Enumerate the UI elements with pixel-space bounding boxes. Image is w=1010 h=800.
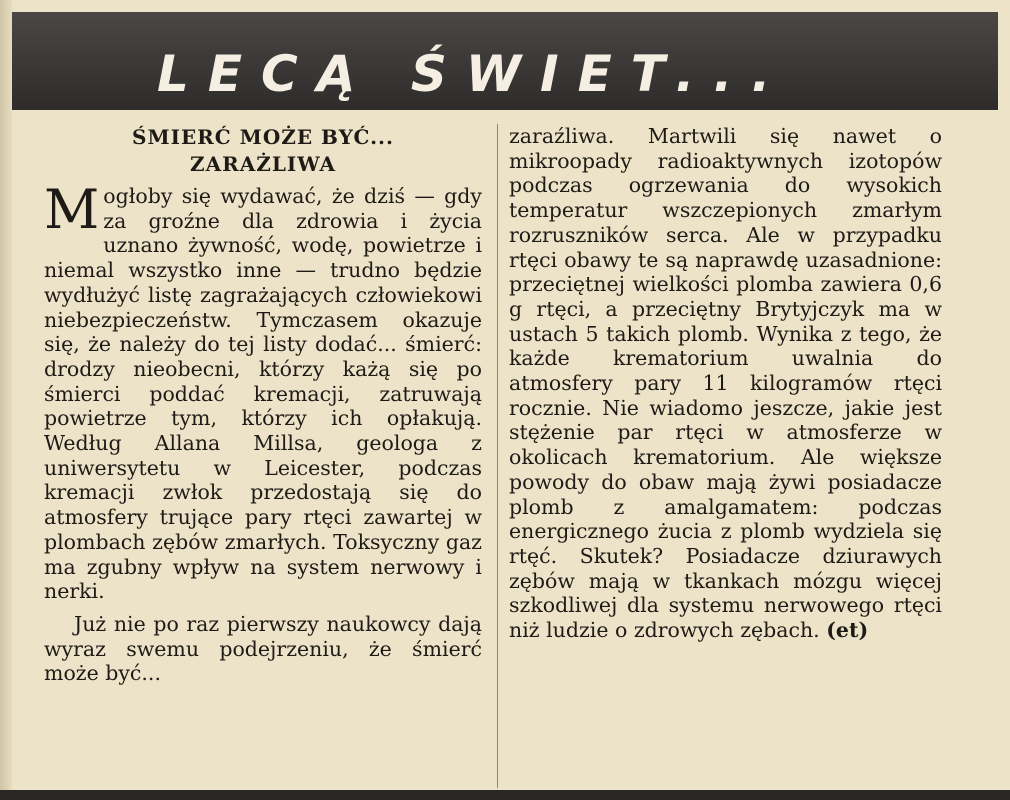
article-title-line1: ŚMIERĆ MOŻE BYĆ... [132,125,394,149]
article-title-line2: ZARAŻLIWA [190,152,336,176]
column-divider [497,124,498,788]
header-title: LECĄ ŚWIET... [157,45,790,103]
article-paragraph-1 [44,178,482,604]
drop-cap: M [44,178,100,241]
article-title [44,124,482,178]
author-signature: (et) [826,618,869,643]
header-band [12,12,998,110]
paragraph-1-text: ogłoby się wydawać, że dziś — gdy za groźne dla zdrowia i życia uznano żywność, wodę, powietrze i niemal wszystko inne — trudno będzie wydłużyć listę zagrażających człowiekowi niebezpieczeństw. Tymczasem okazuje się, że należy do tej listy dodać... śmierć: drodzy nieobecni, którzy każą się po śmierci poddać kremacji, zatruwają powietrze tym, którzy ich opłakują. Według Allana Millsa, geologa z uniwersytetu w Leicester, podczas kremacji zwłok przedostają się do atmosfery trujące pary rtęci zawartej w plombach zębów zmarłych. Toksyczny gaz ma zgubny wpływ na system nerwowy i nerki. [44,184,482,604]
article-column-left [44,124,482,686]
page-bottom-edge [0,790,1010,800]
article-column-right [509,124,942,643]
article-paragraph-2-continued [509,124,942,643]
page-edge [0,0,12,800]
paragraph-2-text: Już nie po raz pierwszy naukowcy dają wyraz swemu podejrzeniu, że śmierć może być... [44,611,482,686]
article-paragraph-2 [44,612,482,686]
paragraph-2-continued-text: zaraźliwa. Martwili się nawet o mikroopady radioaktywnych izotopów podczas ogrzewania do wysokich temperatur wszczepionych zmarłym rozruszników serca. Ale w przypadku rtęci obawy te są naprawdę uzasadnione: przeciętnej wielkości plomba zawiera 0,6 g rtęci, a przeciętny Brytyjczyk ma w ustach 5 takich plomb. Wynika z tego, że każde krematorium uwalnia do atmosfery pary 11 kilogramów rtęci rocznie. Nie wiadomo jeszcze, jakie jest stężenie par rtęci w atmosferze w okolicach krematorium. Ale większe powody do obaw mają żywi posiadacze plomb z amalgamatem: podczas energicznego żucia z plomb wydziela się rtęć. Skutek? Posiadacze dziurawych zębów mają w tkankach mózgu więcej szkodliwej dla systemu nerwowego rtęci niż ludzie o zdrowych zębach. [509,124,942,643]
